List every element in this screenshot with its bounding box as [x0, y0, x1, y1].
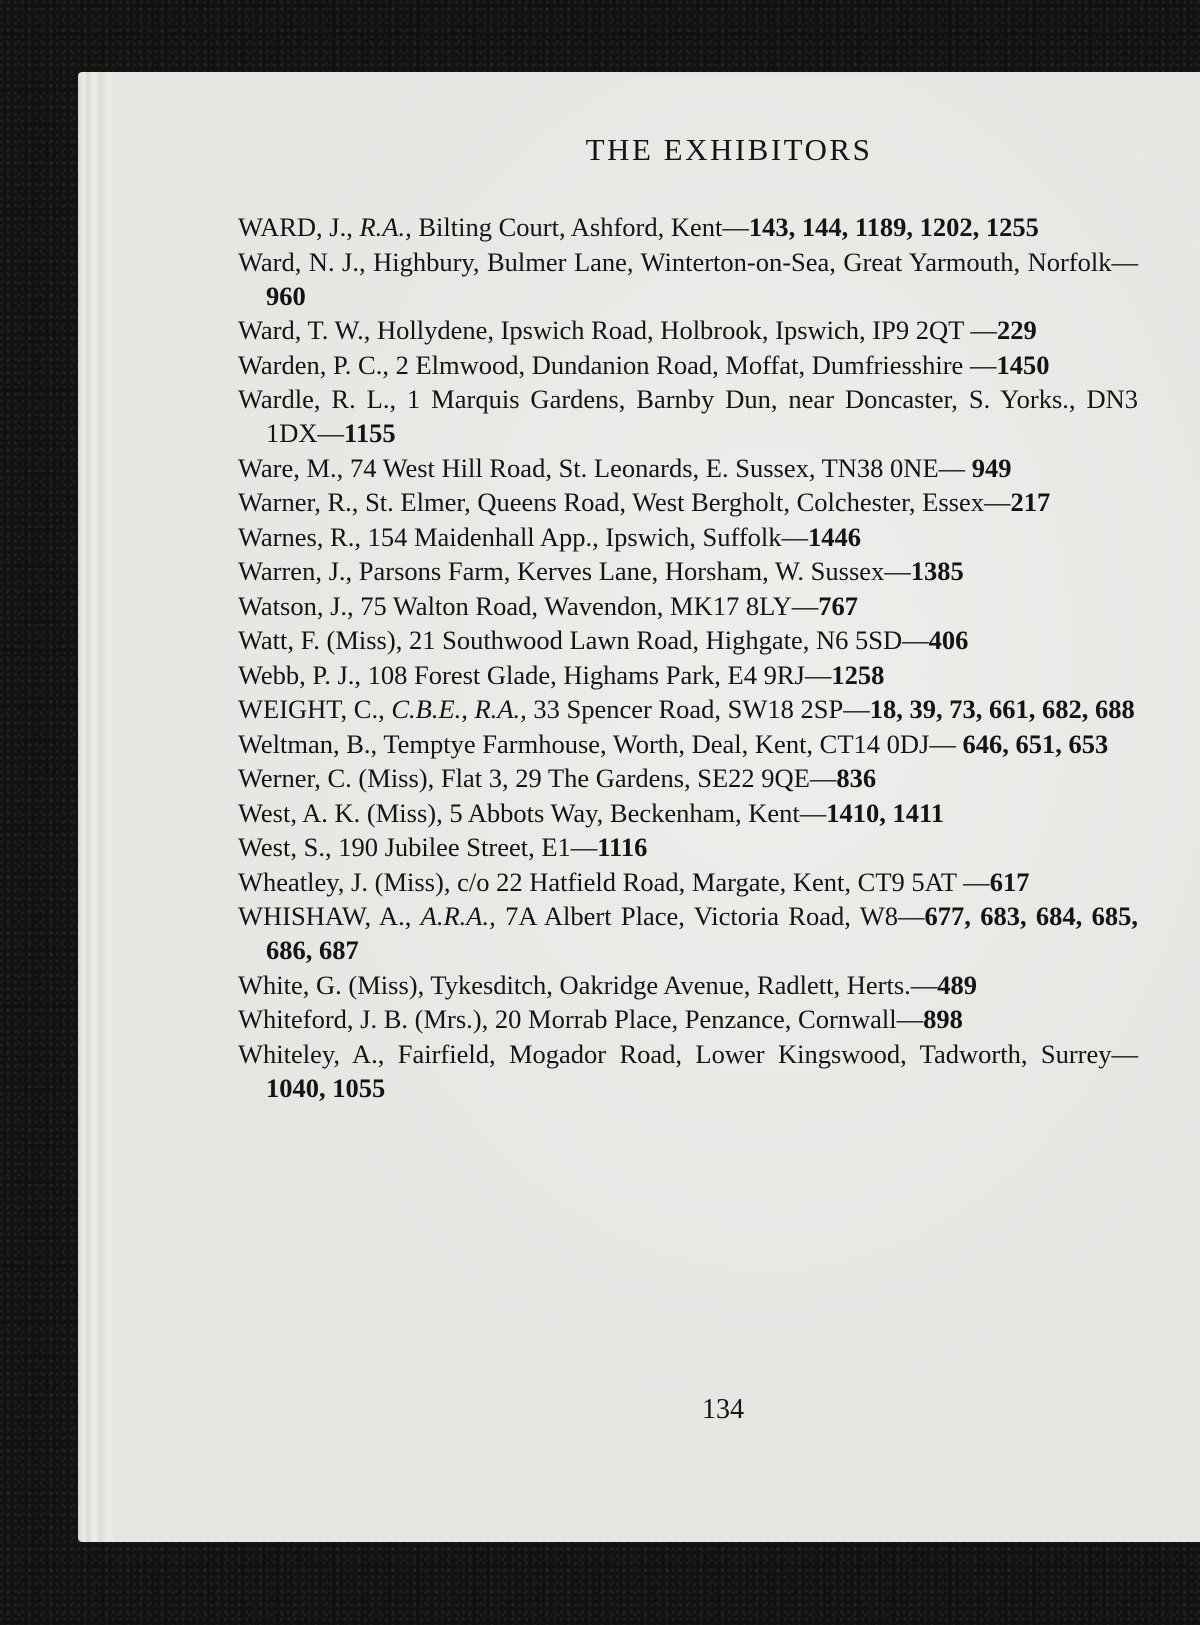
exhibitor-address: 20 Morrab Place, Penzance, Cornwall— — [494, 1004, 924, 1034]
exhibitor-entry — [238, 313, 1138, 347]
exhibitor-name: Ward, N. J., — [238, 246, 374, 277]
catalogue-numbers: 677, 683, 684, 685, 686, 687 — [266, 901, 1139, 965]
catalogue-numbers: 217 — [1010, 487, 1051, 517]
exhibitor-address: Highbury, Bulmer Lane, Winterton-on-Sea, Great Yarmouth, Norfolk— — [373, 246, 1138, 277]
exhibitor-address: Hollydene, Ipswich Road, Holbrook, Ipswich, IP9 2QT — — [376, 315, 997, 345]
exhibitor-address: 1 Marquis Gardens, Barnby Dun, near Doncaster, S. Yorks., DN3 1DX— — [266, 384, 1138, 448]
exhibitor-entry — [238, 210, 1138, 244]
exhibitor-entry — [238, 382, 1138, 450]
exhibitor-address: St. Elmer, Queens Road, West Bergholt, Colchester, Essex— — [365, 487, 1011, 517]
exhibitor-name: Warren, J., — [238, 556, 359, 586]
exhibitor-name: West, A. K. (Miss), — [238, 797, 450, 828]
exhibitor-name: White, G. (Miss), — [238, 969, 431, 1000]
exhibitor-address: Bilting Court, Ashford, Kent— — [411, 212, 749, 242]
exhibitor-name: Warner, R., — [238, 487, 366, 517]
exhibitor-entry — [238, 968, 1138, 1002]
exhibitor-address: 190 Jubilee Street, E1— — [338, 832, 598, 862]
exhibitor-address: Tykesditch, Oakridge Avenue, Radlett, Herts.— — [430, 969, 938, 1000]
exhibitor-entry — [238, 589, 1138, 623]
catalogue-numbers: 1258 — [831, 659, 885, 690]
exhibitor-name: Webb, P. J., — [238, 659, 368, 690]
exhibitor-name: Watt, F. (Miss), — [238, 625, 409, 655]
exhibitor-address: 2 Elmwood, Dundanion Road, Moffat, Dumfriesshire — — [395, 349, 997, 380]
exhibitor-name: Whiteley, A., — [238, 1038, 398, 1069]
exhibitor-honours: R.A., — [359, 212, 412, 242]
exhibitor-entry — [238, 554, 1138, 588]
exhibitor-name: Warden, P. C., — [238, 349, 396, 380]
exhibitor-address: 7A Albert Place, Victoria Road, W8— — [495, 901, 925, 931]
exhibitor-name: Ward, T. W., — [238, 315, 377, 345]
exhibitor-name: Warnes, R., — [238, 521, 368, 552]
running-head: THE EXHIBITORS — [585, 132, 873, 167]
exhibitor-address: Fairfield, Mogador Road, Lower Kingswood, Tadworth, Surrey— — [397, 1038, 1138, 1069]
exhibitor-name: WEIGHT, C., — [238, 694, 392, 724]
exhibitor-name: Ware, M., — [238, 452, 350, 483]
exhibitor-name: West, S., — [238, 832, 339, 862]
exhibitor-list — [238, 210, 1138, 1105]
catalogue-numbers: 646, 651, 653 — [962, 728, 1109, 759]
exhibitor-entry — [238, 727, 1138, 761]
exhibitor-address: 75 Walton Road, Wavendon, MK17 8LY— — [360, 590, 819, 621]
exhibitor-entry — [238, 348, 1138, 382]
exhibitor-address: 108 Forest Glade, Highams Park, E4 9RJ— — [367, 659, 832, 690]
catalogue-numbers: 1450 — [996, 349, 1050, 380]
catalogue-numbers: 143, 144, 1189, 1202, 1255 — [748, 212, 1039, 242]
exhibitor-entry — [238, 245, 1138, 313]
exhibitor-name: Whiteford, J. B. (Mrs.), — [238, 1004, 495, 1034]
exhibitor-entry — [238, 658, 1138, 692]
exhibitor-entry — [238, 623, 1138, 657]
exhibitor-name: Wardle, R. L., — [238, 384, 407, 414]
exhibitor-name: WHISHAW, A., — [238, 901, 421, 931]
catalogue-numbers: 949 — [971, 452, 1012, 483]
book-page — [118, 78, 1200, 1538]
exhibitor-entry — [238, 692, 1138, 726]
exhibitor-entry — [238, 761, 1138, 795]
exhibitor-address: Temptye Farmhouse, Worth, Deal, Kent, CT14 0DJ— — [383, 728, 963, 759]
exhibitor-entry — [238, 865, 1138, 899]
catalogue-numbers: 1116 — [597, 832, 648, 862]
exhibitor-entry — [238, 485, 1138, 519]
exhibitor-address: 74 West Hill Road, St. Leonards, E. Sussex, TN38 0NE— — [349, 452, 972, 483]
exhibitor-name: WARD, J., — [238, 212, 360, 242]
catalogue-numbers: 1410, 1411 — [826, 797, 945, 828]
exhibitor-address: Flat 3, 29 The Gardens, SE22 9QE— — [440, 763, 837, 793]
exhibitor-address: 33 Spencer Road, SW18 2SP— — [526, 694, 870, 724]
catalogue-numbers: 898 — [923, 1004, 963, 1034]
catalogue-numbers: 489 — [937, 969, 978, 1000]
exhibitor-name: Watson, J., — [238, 590, 361, 621]
catalogue-numbers: 18, 39, 73, 661, 682, 688 — [869, 694, 1135, 724]
catalogue-numbers: 836 — [836, 763, 877, 793]
catalogue-numbers: 1446 — [808, 521, 862, 552]
catalogue-numbers: 617 — [989, 866, 1030, 897]
exhibitor-entry — [238, 899, 1138, 967]
exhibitor-name: Werner, C. (Miss), — [238, 763, 441, 793]
exhibitor-address: 21 Southwood Lawn Road, Highgate, N6 5SD— — [408, 625, 929, 655]
catalogue-numbers: 229 — [996, 315, 1037, 345]
exhibitor-address: c/o 22 Hatfield Road, Margate, Kent, CT9 5AT — — [457, 866, 990, 897]
catalogue-numbers: 960 — [266, 280, 306, 311]
exhibitor-name: Weltman, B., — [238, 728, 384, 759]
exhibitor-entry — [238, 520, 1138, 554]
exhibitor-address: 154 Maidenhall App., Ipswich, Suffolk— — [367, 521, 809, 552]
catalogue-numbers: 1155 — [344, 418, 396, 448]
catalogue-numbers: 1040, 1055 — [266, 1072, 386, 1103]
exhibitor-entry — [238, 1002, 1138, 1036]
page-number: 134 — [702, 1394, 744, 1425]
catalogue-numbers: 406 — [928, 625, 969, 655]
catalogue-numbers: 767 — [818, 590, 859, 621]
exhibitor-entry — [238, 451, 1138, 485]
exhibitor-address: Parsons Farm, Kerves Lane, Horsham, W. Sussex— — [358, 556, 911, 586]
exhibitor-entry — [238, 830, 1138, 864]
catalogue-numbers: 1385 — [910, 556, 964, 586]
exhibitor-address: 5 Abbots Way, Beckenham, Kent— — [449, 797, 827, 828]
exhibitor-honours: C.B.E., R.A., — [391, 694, 527, 724]
exhibitor-entry — [238, 1037, 1138, 1105]
exhibitor-honours: A.R.A., — [420, 901, 496, 931]
exhibitor-name: Wheatley, J. (Miss), — [238, 866, 458, 897]
exhibitor-entry — [238, 796, 1138, 830]
